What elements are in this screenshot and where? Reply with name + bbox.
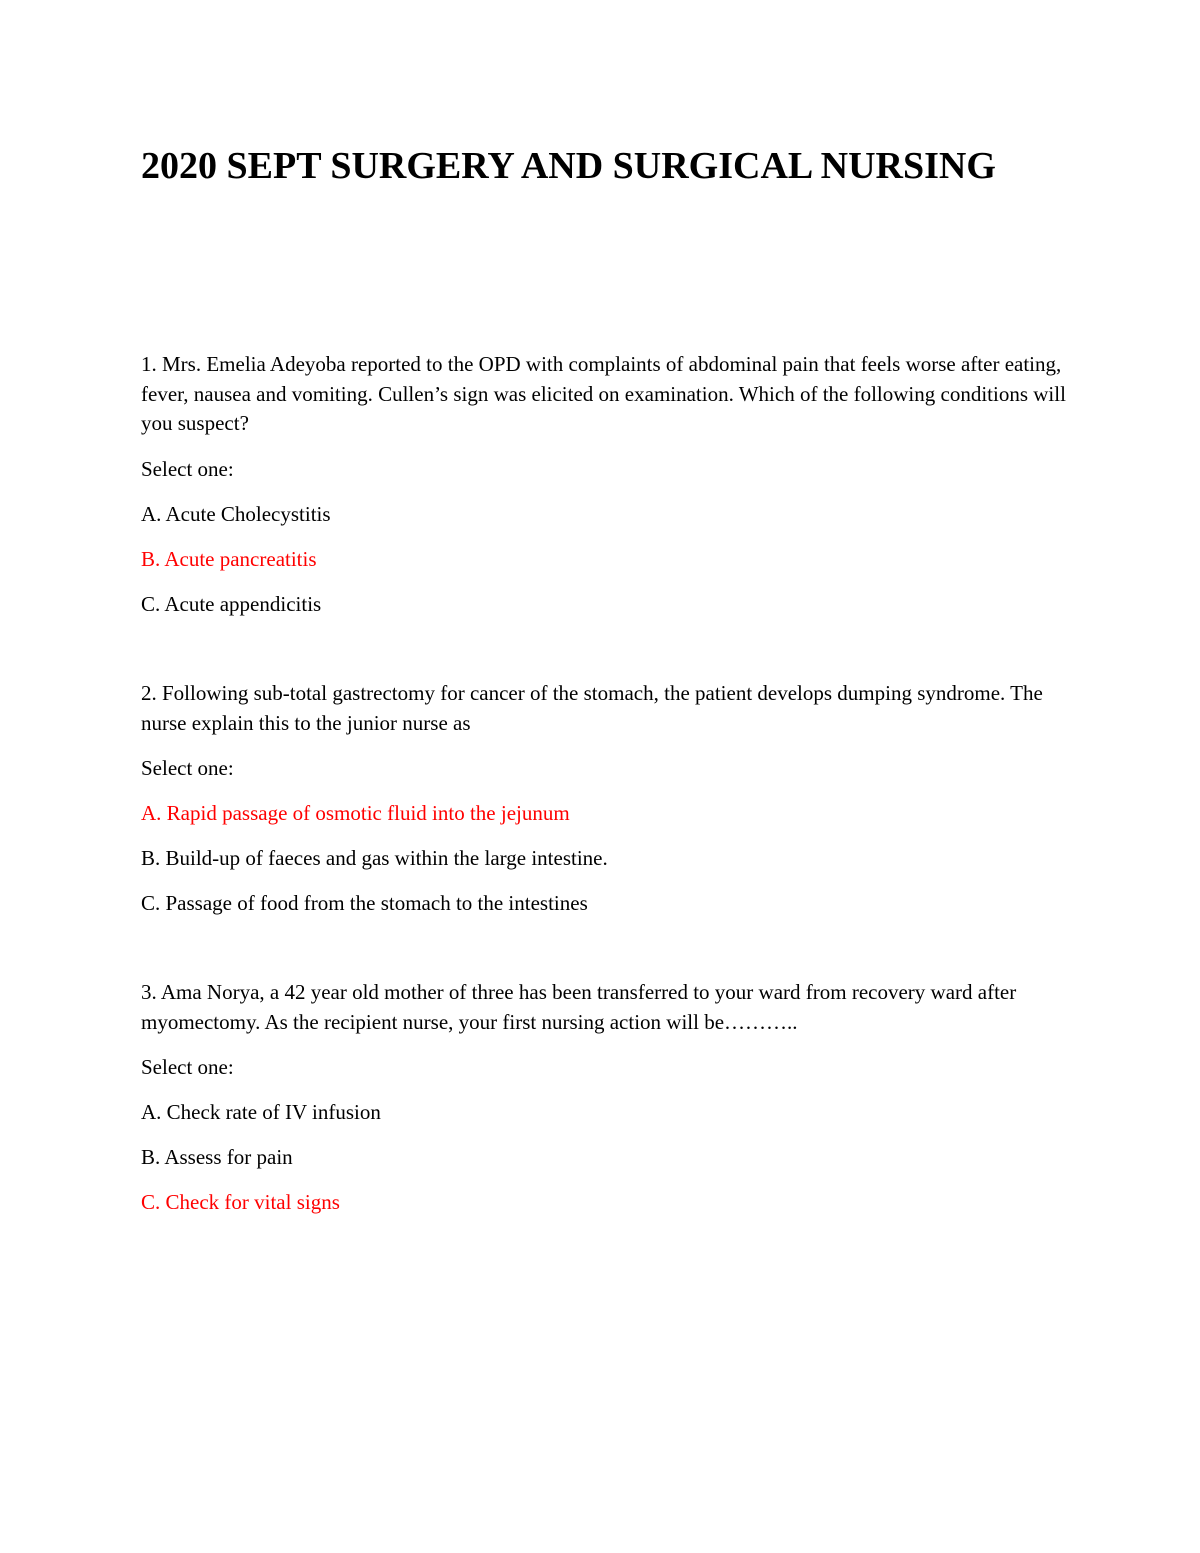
answer-option-c: C. Passage of food from the stomach to the intestines (141, 891, 588, 915)
answer-option-a: A. Acute Cholecystitis (141, 501, 331, 526)
answer-options (141, 1097, 1066, 1217)
answer-option-b: B. Assess for pain (141, 1145, 293, 1169)
answer-option-a: A. Check rate of IV infusion (141, 1100, 381, 1124)
answer-option-c: C. Acute appendicitis (141, 591, 322, 616)
answer-option-b-correct: B. Acute pancreatitis (141, 546, 317, 571)
select-one-label: Select one: (141, 456, 234, 481)
answer-options (141, 499, 1066, 619)
answer-options (141, 798, 1066, 918)
select-one-label: Select one: (141, 1055, 234, 1079)
document-title: 2020 SEPT SURGERY AND SURGICAL NURSING (141, 145, 996, 187)
question-1 (141, 350, 1066, 619)
answer-option-b: B. Build-up of faeces and gas within the large intestine. (141, 846, 608, 870)
question-stem: 1. Mrs. Emelia Adeyoba reported to the OPD with complaints of abdominal pain that feels worse after eating, fever, nausea and vomiting. Cullen’s sign was elicited on examination. Which of the following conditions will you suspect? (141, 352, 1066, 435)
question-2 (141, 679, 1066, 918)
question-3 (141, 978, 1066, 1217)
answer-option-c-correct: C. Check for vital signs (141, 1190, 340, 1214)
question-stem: 3. Ama Norya, a 42 year old mother of three has been transferred to your ward from recovery ward after myomectomy. As the recipient nurse, your first nursing action will be……….. (141, 980, 1017, 1034)
question-stem: 2. Following sub-total gastrectomy for cancer of the stomach, the patient develops dumping syndrome. The nurse explain this to the junior nurse as (141, 681, 1043, 735)
answer-option-a-correct: A. Rapid passage of osmotic fluid into the jejunum (141, 801, 570, 825)
select-one-label: Select one: (141, 756, 234, 780)
